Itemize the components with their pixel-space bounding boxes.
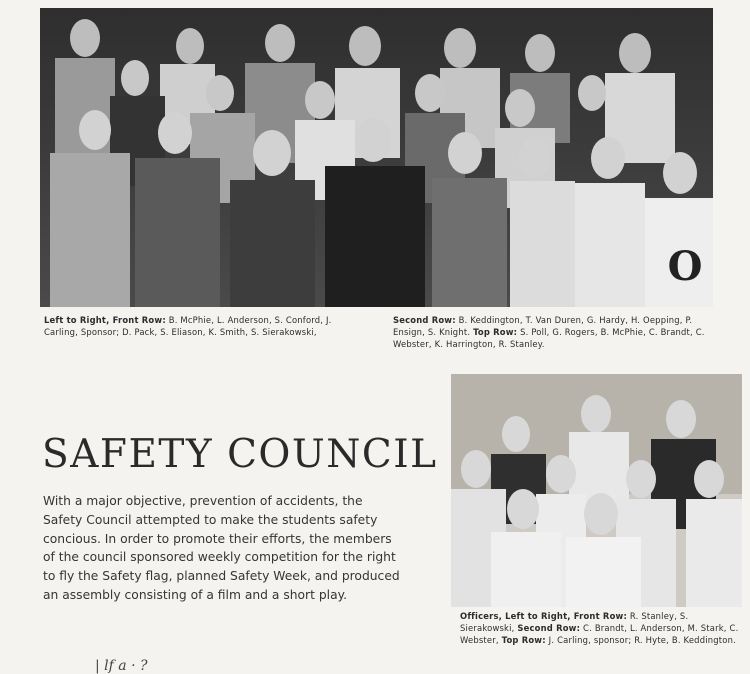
svg-text:O: O bbox=[667, 243, 703, 290]
section-body: With a major objective, prevention of accidents, the Safety Council attempted to make the students safety concious. In order to promote their efforts, the members of the council sponsored weekly competition for the right to fly the Safety flag, planned Safety Week, and produced an assembly consisting of a film and a short play. bbox=[43, 494, 400, 602]
section-title: SAFETY COUNCIL bbox=[42, 432, 438, 477]
group-caption-back bbox=[393, 314, 711, 350]
caption-heading: Top Row: bbox=[473, 327, 518, 337]
caption-text: B. McPhie, L. Anderson, S. Conford, J. Carling, Sponsor; D. Pack, S. Eliason, K. Smith, S. Sierakowski, bbox=[44, 315, 332, 337]
caption-heading: Second Row: bbox=[393, 315, 456, 325]
caption-heading: Officers, Left to Right, Front Row: bbox=[460, 611, 628, 621]
officers-caption bbox=[460, 610, 743, 646]
caption-text: S. Poll, G. Rogers, B. McPhie, C. Brandt, C. Webster, K. Harrington, R. Stanley. bbox=[393, 327, 705, 349]
caption-text: B. Keddington, T. Van Duren, G. Hardy, H. Oepping, P. Ensign, S. Knight. bbox=[393, 315, 693, 337]
officers-photo bbox=[451, 374, 742, 607]
group-photo bbox=[40, 8, 713, 307]
caption-heading: Top Row: bbox=[501, 635, 546, 645]
caption-text: R. Stanley, S. Sierakowski, bbox=[460, 611, 689, 633]
group-photo-image bbox=[40, 8, 713, 307]
caption-heading: Second Row: bbox=[517, 623, 581, 633]
caption-text: J. Carling, sponsor; R. Hyte, B. Keddington. bbox=[548, 635, 736, 645]
officers-photo-image bbox=[451, 374, 742, 607]
group-caption-front bbox=[44, 314, 362, 338]
caption-text: C. Brandt, L. Anderson, M. Stark, C. Webster, bbox=[460, 623, 739, 645]
caption-heading: Left to Right, Front Row: bbox=[44, 315, 166, 325]
handwritten-signature: | lf a · ? bbox=[95, 658, 148, 674]
